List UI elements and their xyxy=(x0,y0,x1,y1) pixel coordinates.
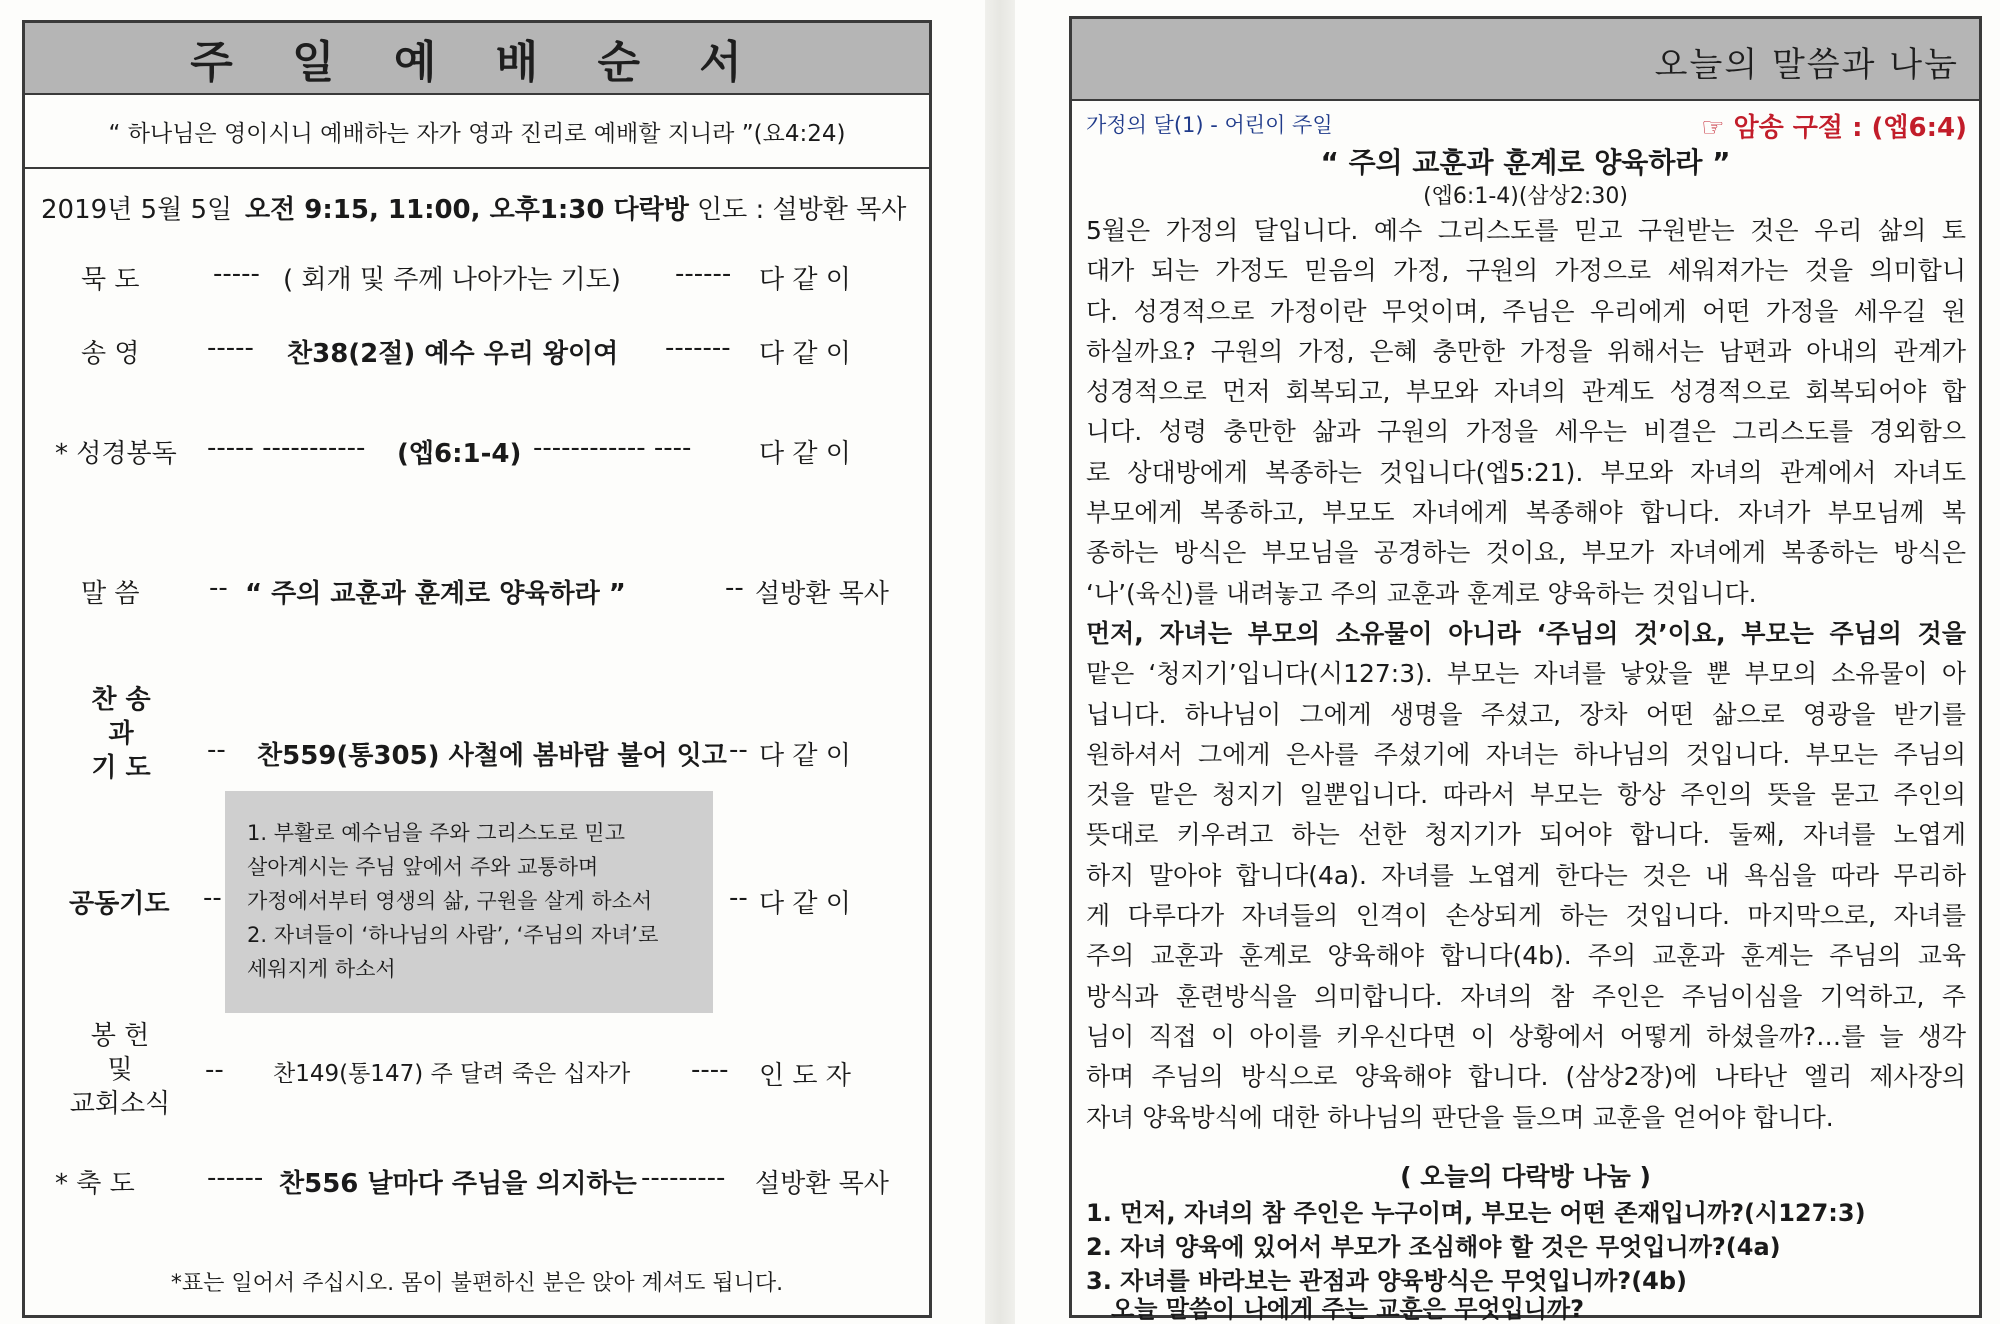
body-line: 원하셔서 그에게 은사를 주셨기에 자녀는 하나님의 것입니다. 부모는 주님의 xyxy=(1086,739,1966,769)
order-dash: --------- xyxy=(641,1163,726,1193)
order-content: 찬38(2절) 예수 우리 왕이여 xyxy=(287,339,619,369)
body-line: 방식과 훈련방식을 의미합니다. 자녀의 참 주인은 주님이심을 기억하고, 주 xyxy=(1086,981,1966,1011)
order-dash: ------- xyxy=(665,333,731,363)
order-label: 봉 헌 및 교회소식 xyxy=(69,1021,171,1119)
sermon-reference: (엡6:1-4)(삼상2:30) xyxy=(1423,184,1628,209)
order-label: 송 영 xyxy=(81,339,140,369)
order-content: (엡6:1-4) xyxy=(397,439,522,469)
order-who: 다 같 이 xyxy=(759,339,851,369)
body-line: 하지 말아야 합니다(4a). 자녀를 노엽게 한다는 것은 내 욕심을 따라 무리하 xyxy=(1086,860,1966,890)
body-line: 하며 주님의 방식으로 양육해야 합니다. (삼상2장)에 나타난 엘리 제사장의 xyxy=(1086,1062,1966,1092)
order-content: 찬559(통305) 사철에 봄바람 불어 잇고 xyxy=(257,741,727,771)
sharing-question: 3. 자녀를 바라보는 관점과 양육방식은 무엇입니까?(4b) xyxy=(1086,1267,1688,1295)
order-dash: -- xyxy=(205,1055,224,1085)
sharing-question: 오늘 말씀이 나에게 주는 교훈은 무엇입니까? xyxy=(1086,1295,1585,1323)
order-dash: ----- xyxy=(213,259,260,289)
order-who: 설방환 목사 xyxy=(755,1169,889,1199)
order-dash: -- xyxy=(207,735,226,765)
order-dash: -- xyxy=(729,883,748,913)
body-line: 성경적으로 먼저 회복되고, 부모와 자녀의 관계도 성경적으로 회복되어야 합 xyxy=(1086,377,1966,407)
body-line: 닙니다. 하나님이 그에게 생명을 주셨고, 장차 어떤 삶으로 영광을 받기를 xyxy=(1086,699,1966,729)
body-line: 자녀 양육방식에 대한 하나님의 판단을 들으며 교훈을 얻어야 합니다. xyxy=(1086,1102,1834,1132)
sermon-body xyxy=(1086,211,1966,1138)
body-line: 먼저, 자녀는 부모의 소유물이 아니라 ‘주님의 것’이요, 부모는 주님의 것을 xyxy=(1086,618,1966,648)
order-dash: ----- ----------- xyxy=(207,433,366,463)
prayer-line: 1. 부활로 예수님을 주와 그리스도로 믿고 xyxy=(247,821,625,845)
page-fold xyxy=(985,0,1015,1324)
order-label: 찬 송 과 기 도 xyxy=(91,685,151,783)
worship-order-frame xyxy=(22,20,932,1318)
order-dash: -- xyxy=(203,883,222,913)
order-dash: -- xyxy=(725,573,744,603)
body-line: 5월은 가정의 달입니다. 예수 그리스도를 믿고 구원받는 것은 우리 삶의 토 xyxy=(1086,216,1966,245)
order-content: “ 주의 교훈과 훈계로 양육하라 ” xyxy=(245,579,626,609)
order-dash: -- xyxy=(729,735,748,765)
sharing-question: 2. 자녀 양육에 있어서 부모가 조심해야 할 것은 무엇입니까?(4a) xyxy=(1086,1233,1781,1261)
worship-order-page xyxy=(0,0,985,1324)
body-line: 하실까요? 구원의 가정, 은혜 충만한 가정을 위해서는 남편과 아내의 관계가 xyxy=(1086,336,1966,366)
sermon-header xyxy=(1072,19,1979,101)
body-line: 님이 직접 이 아이를 키우신다면 이 상황에서 어떻게 하셨을까?…를 늘 생각 xyxy=(1086,1021,1966,1051)
body-line: 종하는 방식은 부모님을 공경하는 것이요, 부모가 자녀에게 복종하는 방식은 xyxy=(1086,538,1966,568)
month-label: 가정의 달(1) - 어린이 주일 xyxy=(1086,113,1333,137)
service-leader: 인도 : 설방환 목사 xyxy=(697,195,907,225)
order-label: 말 씀 xyxy=(81,579,140,609)
order-label: 묵 도 xyxy=(81,265,140,295)
prayer-line: 세워지게 하소서 xyxy=(247,957,396,981)
memory-verse: ☞ 암송 구절 : (엡6:4) xyxy=(1701,113,1967,143)
order-who: 다 같 이 xyxy=(759,741,851,771)
common-prayer-box xyxy=(225,791,713,1013)
order-who: 다 같 이 xyxy=(759,265,851,295)
order-content: ( 회개 및 주께 나아가는 기도) xyxy=(283,265,621,295)
order-dash: ---- xyxy=(691,1055,729,1085)
order-who: 다 같 이 xyxy=(759,439,851,469)
body-line: ‘나’(육신)를 내려놓고 주의 교훈과 훈계로 양육하는 것입니다. xyxy=(1086,578,1757,608)
service-date: 2019년 5월 5일 xyxy=(41,195,233,225)
sermon-title: “ 주의 교훈과 훈계로 양육하라 ” xyxy=(1320,146,1731,179)
footer-note: *표는 일어서 주십시오. 몸이 불편하신 분은 앉아 계셔도 됩니다. xyxy=(170,1271,784,1296)
body-line: 뜻대로 키우려고 하는 선한 청지기가 되어야 합니다. 둘째, 자녀를 노엽게 xyxy=(1086,820,1966,850)
order-content: 찬556 날마다 주님을 의지하는 xyxy=(279,1169,637,1199)
order-who: 다 같 이 xyxy=(759,889,851,919)
body-line: 대가 되는 가정도 믿음의 가정, 구원의 가정으로 세워져가는 것을 의미합니 xyxy=(1086,256,1966,286)
theme-verse: “ 하나님은 영이시니 예배하는 자가 영과 진리로 예배할 지니라 ”(요4:24) xyxy=(25,95,929,169)
service-times: 오전 9:15, 11:00, 오후1:30 다락방 xyxy=(245,195,689,225)
prayer-line: 2. 자녀들이 ‘하나님의 사람’, ‘주님의 자녀’로 xyxy=(247,923,659,947)
order-dash: ------ xyxy=(675,259,732,289)
order-content: 찬149(통147) 주 달려 죽은 십자가 xyxy=(273,1061,631,1087)
prayer-line: 가정에서부터 영생의 삶, 구원을 살게 하소서 xyxy=(247,889,653,913)
body-line: 로 상대방에게 복종하는 것입니다(엡5:21). 부모와 자녀의 관계에서 자녀도 xyxy=(1086,457,1966,487)
order-who: 인 도 자 xyxy=(759,1061,851,1091)
order-label: * 축 도 xyxy=(55,1169,135,1199)
prayer-line: 살아계시는 주님 앞에서 주와 교통하며 xyxy=(247,855,599,879)
sermon-sharing-page xyxy=(1015,0,2000,1324)
order-label: 공동기도 xyxy=(69,889,170,919)
order-dash: ----- xyxy=(207,333,254,363)
worship-order-header xyxy=(25,23,929,95)
order-who: 설방환 목사 xyxy=(755,579,889,609)
body-line: 맡은 ‘청지기’입니다(시127:3). 부모는 자녀를 낳았을 뿐 부모의 소유물이 아 xyxy=(1086,659,1966,689)
body-line: 게 다루다가 자녀들의 인격이 손상되게 하는 것입니다. 마지막으로, 자녀를 xyxy=(1086,901,1966,931)
body-line: 니다. 성령 충만한 삶과 구원의 가정을 세우는 비결은 그리스도를 경외함으 xyxy=(1086,417,1966,447)
body-line: 주의 교훈과 훈계로 양육해야 합니다(4b). 주의 교훈과 훈계는 주님의 교육 xyxy=(1086,941,1966,971)
body-line: 다. 성경적으로 가정이란 무엇이며, 주님은 우리에게 어떤 가정을 세우길 원 xyxy=(1086,296,1966,326)
sharing-question: 1. 먼저, 자녀의 참 주인은 누구이며, 부모는 어떤 존재입니까?(시127:3) xyxy=(1086,1199,1866,1227)
body-line: 것을 맡은 청지기 일뿐입니다. 따라서 부모는 항상 주인의 뜻을 묻고 주인의 xyxy=(1086,780,1966,810)
order-label: * 성경봉독 xyxy=(55,439,177,469)
order-dash: ------ xyxy=(207,1163,264,1193)
order-dash: ------------ ---- xyxy=(533,433,692,463)
order-dash: -- xyxy=(209,573,228,603)
sharing-questions-heading: ( 오늘의 다락방 나눔 ) xyxy=(1400,1162,1651,1191)
worship-order-title: 주 일 예 배 순 서 xyxy=(190,37,764,88)
sharing-title: 오늘의 말씀과 나눔 xyxy=(1654,45,1959,85)
body-line: 부모에게 복종하고, 부모도 자녀에게 복종해야 합니다. 자녀가 부모님께 복 xyxy=(1086,498,1966,528)
sermon-frame xyxy=(1069,16,1982,1323)
